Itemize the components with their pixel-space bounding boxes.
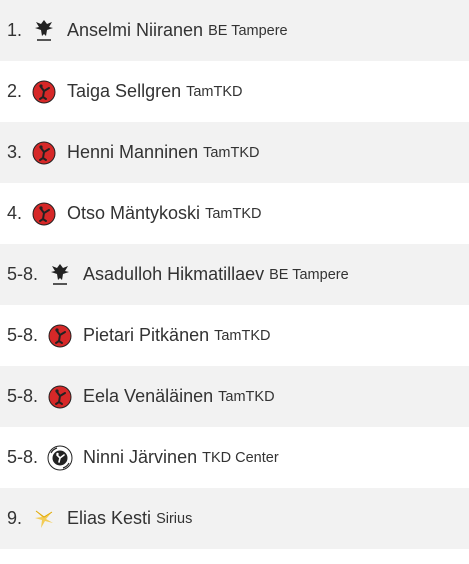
athlete-name: Eela Venäläinen: [83, 386, 214, 406]
athlete-name: Ninni Järvinen: [83, 447, 198, 467]
club-name: TamTKD: [203, 144, 260, 161]
kicker-icon: [31, 79, 57, 105]
club-name: TamTKD: [186, 83, 243, 100]
club-name: TamTKD: [214, 327, 271, 344]
athlete-name: Elias Kesti: [67, 508, 152, 528]
rank-label: 3.: [7, 142, 23, 162]
list-item: [0, 488, 469, 549]
list-item: [0, 427, 469, 488]
eagle-icon: [31, 18, 57, 44]
list-item: [0, 366, 469, 427]
rank-label: 5-8.: [7, 264, 39, 284]
athlete-name: Henni Manninen: [67, 142, 199, 162]
athlete-name: Anselmi Niiranen: [67, 20, 204, 40]
club-name: TamTKD: [205, 205, 262, 222]
club-name: BE Tampere: [269, 266, 349, 283]
list-item: [0, 183, 469, 244]
club-name: TamTKD: [218, 388, 275, 405]
kicker-icon: [31, 201, 57, 227]
kicker-icon: [47, 384, 73, 410]
athlete-name: Taiga Sellgren: [67, 81, 182, 101]
list-item: [0, 61, 469, 122]
rank-label: 1.: [7, 20, 23, 40]
rank-label: 5-8.: [7, 447, 39, 467]
list-item: [0, 0, 469, 61]
rank-label: 9.: [7, 508, 23, 528]
club-name: TKD Center: [202, 449, 279, 466]
athlete-name: Pietari Pitkänen: [83, 325, 210, 345]
taekwondo-center-icon: [47, 445, 73, 471]
eagle-icon: [47, 262, 73, 288]
kicker-icon: [31, 140, 57, 166]
club-name: BE Tampere: [208, 22, 288, 39]
list-item: [0, 122, 469, 183]
club-name: Sirius: [156, 510, 193, 527]
list-item: [0, 305, 469, 366]
rank-label: 5-8.: [7, 325, 39, 345]
kicker-icon: [47, 323, 73, 349]
rank-label: 2.: [7, 81, 23, 101]
rank-label: 5-8.: [7, 386, 39, 406]
athlete-name: Asadulloh Hikmatillaev: [83, 264, 265, 284]
list-item: [0, 244, 469, 305]
rank-label: 4.: [7, 203, 23, 223]
star-kick-icon: [31, 506, 57, 532]
athlete-name: Otso Mäntykoski: [67, 203, 201, 223]
